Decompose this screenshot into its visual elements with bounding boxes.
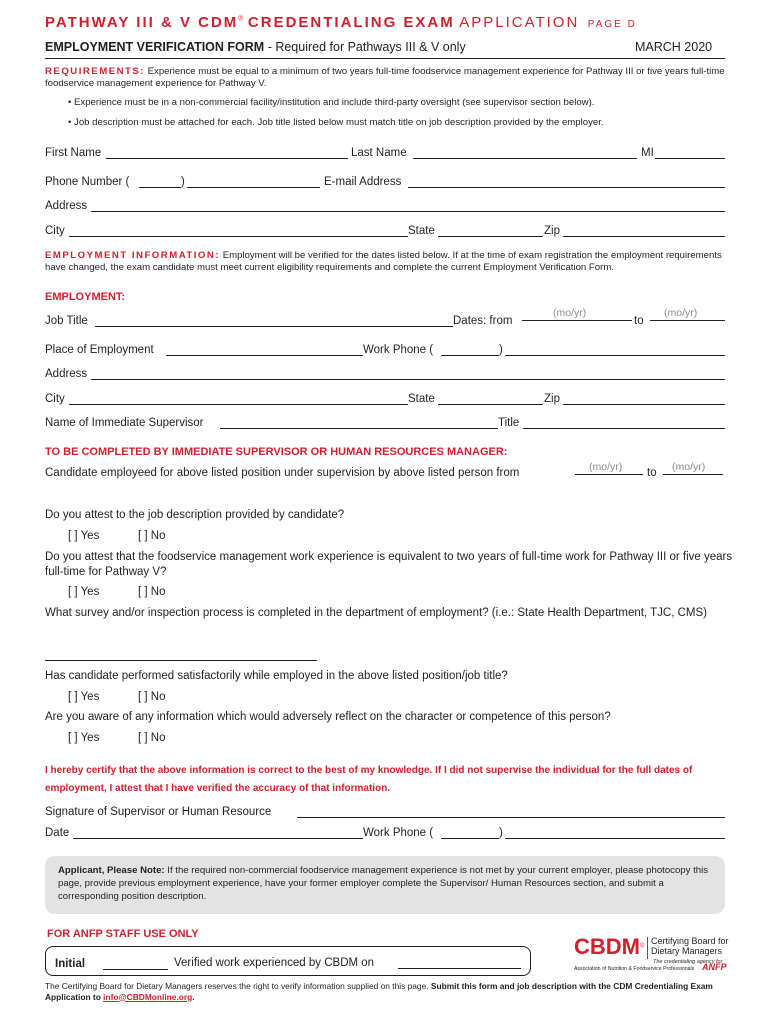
phone-number-field[interactable] [187, 187, 320, 188]
title-credentialing: CREDENTIALING EXAM [247, 14, 455, 31]
form-subtitle [45, 40, 466, 54]
requirements-text [45, 66, 730, 90]
q1-yes-checkbox[interactable]: [ ] Yes [68, 530, 100, 542]
employment-heading: EMPLOYMENT: [45, 291, 126, 303]
question-survey-process: What survey and/or inspection process is completed in the department of employment? (i.e.: State Health Department, TJC, CMS) [45, 607, 707, 619]
work-phone-area-field[interactable] [441, 355, 499, 356]
applicant-note-label: Applicant, Please Note: [58, 865, 165, 876]
header-divider [45, 58, 725, 59]
supervisor-title-label: Title [498, 417, 520, 429]
place-of-employment-label: Place of Employment [45, 344, 154, 356]
supervisor-date-field[interactable] [73, 838, 363, 839]
dates-to-label: to [634, 315, 644, 327]
logo-line-2: Dietary Managers [651, 946, 723, 956]
email-label: E-mail Address [324, 176, 402, 188]
signature-field[interactable] [297, 817, 725, 818]
subtitle-bold: EMPLOYMENT VERIFICATION FORM [45, 40, 265, 54]
q2-no-checkbox[interactable]: [ ] No [138, 586, 166, 598]
q4-no-checkbox[interactable]: [ ] No [138, 691, 166, 703]
state-label: State [408, 225, 435, 237]
supervisor-phone-close-paren: ) [499, 827, 503, 839]
employment-information-label: EMPLOYMENT INFORMATION: [45, 250, 221, 261]
q1-no-checkbox[interactable]: [ ] No [138, 530, 166, 542]
footer-text [45, 981, 735, 1002]
requirement-bullet-2: • Job description must be attached for each. Job title listed below must match title on job description provided by the employer. [68, 117, 604, 128]
form-date: MARCH 2020 [635, 40, 713, 54]
logo-divider [647, 937, 648, 959]
survey-process-field[interactable] [45, 660, 317, 661]
page-title [45, 14, 637, 32]
to-moyr-hint: (mo/yr) [664, 307, 698, 319]
employer-address-label: Address [45, 368, 88, 380]
logo-reg-mark: ® [640, 943, 645, 950]
logo-line-1: Certifying Board for [651, 936, 729, 946]
employer-zip-field[interactable] [563, 404, 725, 405]
phone-label: Phone Number ( [45, 176, 130, 188]
supervisor-from-field[interactable] [575, 474, 643, 475]
dates-from-field[interactable] [522, 320, 632, 321]
staff-verified-date-field[interactable] [398, 968, 521, 969]
footer-submit: Submit this form and job description with the CDM Credentialing Exam Application to [45, 981, 713, 1002]
supervisor-date-label: Date [45, 827, 70, 839]
requirement-bullet-1: • Experience must be in a non-commercial facility/institution and include third-party oversight (see supervisor section below). [68, 97, 595, 108]
supervisor-to-label: to [647, 467, 657, 479]
employer-city-label: City [45, 393, 65, 405]
dates-to-field[interactable] [650, 320, 725, 321]
applicant-note-text [58, 864, 716, 903]
supervisor-work-phone-label: Work Phone ( [363, 827, 434, 839]
mi-field[interactable] [655, 158, 725, 159]
title-reg-mark: ® [238, 15, 244, 23]
staff-initial-field[interactable] [103, 969, 168, 970]
question-job-description: Do you attest to the job description provided by candidate? [45, 509, 345, 521]
first-name-label: First Name [45, 147, 102, 159]
title-application: APPLICATION [459, 14, 580, 31]
staff-use-heading: FOR ANFP STAFF USE ONLY [47, 928, 199, 940]
last-name-label: Last Name [351, 147, 407, 159]
footer-notice: The Certifying Board for Dietary Managers reserves the right to verify information supplied on this page. [45, 981, 431, 991]
place-of-employment-field[interactable] [166, 355, 363, 356]
applicant-note-body: If the required non-commercial foodservice management experience is not met by your current employer, please photocopy this page, provide previous employment experience, have your former employer complete the Supervisor/ Human Resources section, and submit a corresponding position description. [58, 865, 709, 902]
city-field[interactable] [69, 236, 408, 237]
logo-tagline-2: Association of Nutrition & Foodservice Professionals [574, 966, 695, 972]
phone-close-paren: ) [181, 176, 185, 188]
mi-label: MI [641, 147, 654, 159]
supervisor-from-moyr-hint: (mo/yr) [589, 461, 623, 473]
zip-label: Zip [544, 225, 560, 237]
supervisor-name-field[interactable] [220, 428, 498, 429]
logo-name [651, 936, 729, 956]
supervisor-name-label: Name of Immediate Supervisor [45, 417, 204, 429]
employer-state-field[interactable] [438, 404, 543, 405]
last-name-field[interactable] [413, 158, 637, 159]
requirements-body: Experience must be equal to a minimum of two years full-time foodservice management experience for Pathway III or five years full-time foodservice management experience for Pathway V. [45, 66, 725, 89]
zip-field[interactable] [563, 236, 725, 237]
q2-yes-checkbox[interactable]: [ ] Yes [68, 586, 100, 598]
title-pathway: PATHWAY III & V CDM [45, 14, 239, 31]
work-phone-close-paren: ) [499, 344, 503, 356]
employment-information-text [45, 250, 730, 274]
anfp-logo: ANFP [702, 962, 727, 972]
requirements-label: REQUIREMENTS: [45, 66, 145, 77]
q5-yes-checkbox[interactable]: [ ] Yes [68, 732, 100, 744]
address-field[interactable] [91, 211, 725, 212]
work-phone-field[interactable] [505, 355, 725, 356]
employer-state-label: State [408, 393, 435, 405]
candidate-employed-text: Candidate employeed for above listed position under supervision by above listed person from [45, 467, 520, 479]
page-label: PAGE D [587, 19, 637, 30]
from-moyr-hint: (mo/yr) [553, 307, 587, 319]
work-phone-label: Work Phone ( [363, 344, 434, 356]
job-title-label: Job Title [45, 315, 88, 327]
employer-city-field[interactable] [69, 404, 408, 405]
supervisor-phone-area-field[interactable] [441, 838, 499, 839]
state-field[interactable] [438, 236, 543, 237]
employer-zip-label: Zip [544, 393, 560, 405]
supervisor-to-field[interactable] [663, 474, 723, 475]
q4-yes-checkbox[interactable]: [ ] Yes [68, 691, 100, 703]
job-title-field[interactable] [95, 326, 453, 327]
supervisor-section-heading: TO BE COMPLETED BY IMMEDIATE SUPERVISOR OR HUMAN RESOURCES MANAGER: [45, 446, 508, 458]
footer-email-link[interactable]: info@CBDMonline.org [103, 991, 193, 1002]
first-name-field[interactable] [106, 158, 348, 159]
supervisor-title-field[interactable] [523, 428, 725, 429]
address-label: Address [45, 200, 88, 212]
phone-area-code-field[interactable] [139, 187, 181, 188]
supervisor-to-moyr-hint: (mo/yr) [672, 461, 706, 473]
signature-label: Signature of Supervisor or Human Resource [45, 806, 272, 818]
staff-verified-label: Verified work experienced by CBDM on [174, 957, 375, 969]
staff-initial-label: Initial [55, 958, 86, 970]
city-label: City [45, 225, 65, 237]
email-field[interactable] [408, 187, 725, 188]
question-experience-equivalent: Do you attest that the foodservice management work experience is equivalent to two years of full-time work for Pathway III or five years full-time for Pathway V? [45, 551, 733, 578]
subtitle-rest: - Required for Pathways III & V only [264, 40, 466, 54]
certification-statement: I hereby certify that the above information is correct to the best of my knowledge. If I did not supervise the individual for the full dates of employment, I attest that I have verified the accuracy of that information. [45, 765, 693, 794]
footer-period: . [192, 991, 195, 1002]
q5-no-checkbox[interactable]: [ ] No [138, 732, 166, 744]
cbdm-logo [574, 934, 644, 960]
logo-tagline-1: The credentialing agency for [653, 959, 723, 965]
employment-information-body: Employment will be verified for the dates listed below. If at the time of exam registration the employment requirements have changed, the exam candidate must meet current eligibility requirements and complete the current Employment Verification Form. [45, 250, 722, 273]
supervisor-phone-field[interactable] [505, 838, 725, 839]
dates-from-label: Dates: from [453, 315, 513, 327]
question-performed-satisfactorily: Has candidate performed satisfactorily while employed in the above listed position/job title? [45, 670, 508, 682]
question-adverse-information: Are you aware of any information which would adversely reflect on the character or competence of this person? [45, 711, 611, 723]
logo-mark: CBDM [574, 934, 640, 959]
employer-address-field[interactable] [91, 379, 725, 380]
